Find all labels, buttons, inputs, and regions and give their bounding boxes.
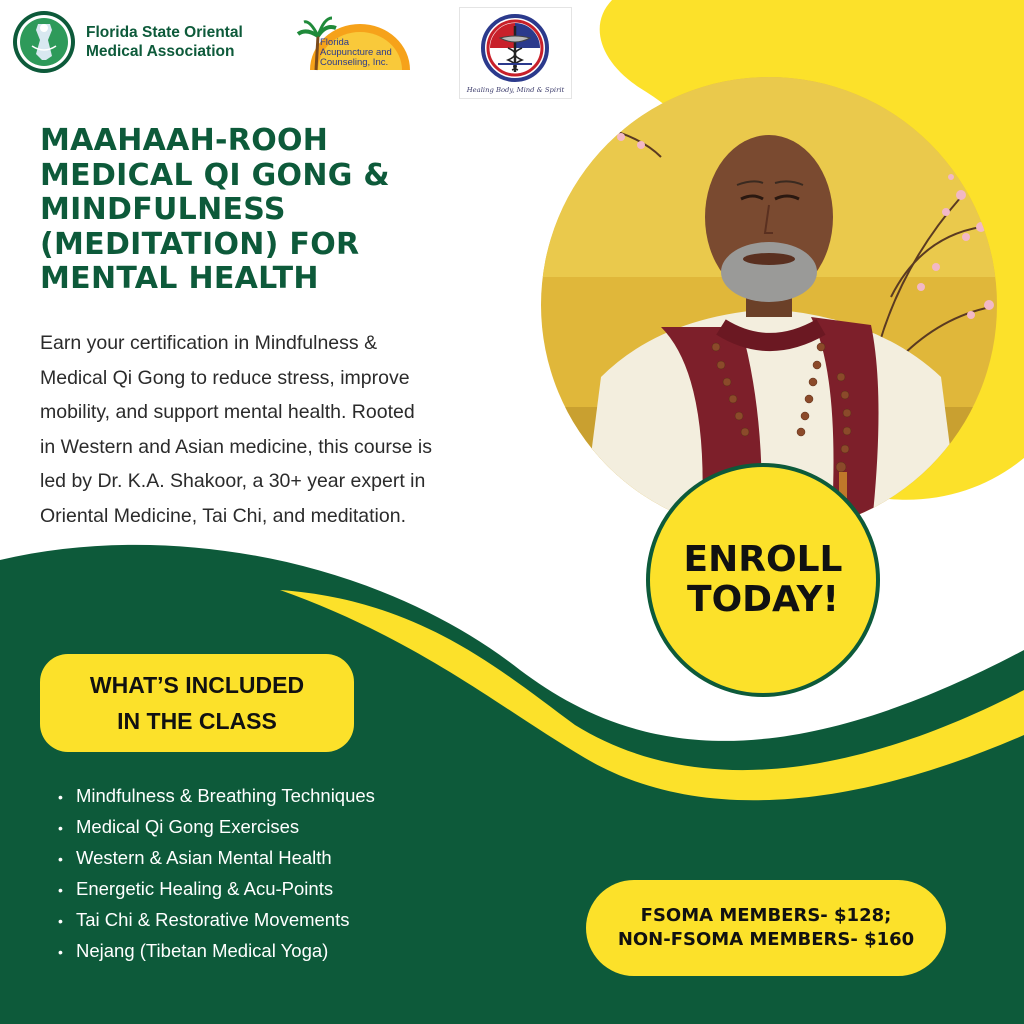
facc-name-line2: Acupuncture and <box>320 47 392 58</box>
bullet-icon: • <box>58 820 63 836</box>
included-list <box>58 780 375 966</box>
title-line: MAAHAAH-ROOH <box>40 123 329 158</box>
title-line: MINDFULNESS <box>40 192 286 227</box>
included-heading-line2: IN THE CLASS <box>117 708 277 734</box>
list-item-label: Energetic Healing & Acu-Points <box>76 878 334 899</box>
description-line: Medical Qi Gong to reduce stress, improve <box>40 366 410 389</box>
healing-tagline: Healing Body, Mind & Spirit <box>466 86 565 94</box>
list-item <box>58 935 375 966</box>
description-line: led by Dr. K.A. Shakoor, a 30+ year expert in <box>40 470 426 492</box>
title-line: (MEDITATION) FOR <box>40 226 360 262</box>
fsoma-name-line1: Florida State Oriental <box>86 24 243 41</box>
caduceus-emblem-icon <box>460 8 571 86</box>
bullet-icon: • <box>58 882 63 898</box>
price-non-members: NON-FSOMA MEMBERS- $160 <box>617 929 915 950</box>
list-item <box>58 780 375 811</box>
list-item <box>58 811 375 842</box>
facc-name <box>320 38 392 68</box>
pricing-badge[interactable] <box>586 880 946 976</box>
description-line: Oriental Medicine, Tai Chi, and meditation. <box>40 504 406 527</box>
list-item-label: Nejang (Tibetan Medical Yoga) <box>76 940 329 961</box>
list-item-label: Medical Qi Gong Exercises <box>76 816 300 837</box>
description-line: mobility, and support mental health. Rooted <box>40 401 415 423</box>
enroll-line1: ENROLL <box>683 539 843 580</box>
page-title <box>40 124 500 297</box>
list-item <box>58 873 375 904</box>
price-members: FSOMA MEMBERS- $128; <box>640 905 892 926</box>
description-line: in Western and Asian medicine, this course is <box>40 435 432 458</box>
list-item-label: Mindfulness & Breathing Techniques <box>76 785 375 806</box>
list-item <box>58 842 375 873</box>
enroll-line2: TODAY! <box>687 579 839 620</box>
healing-logo[interactable] <box>459 7 572 99</box>
bullet-icon: • <box>58 851 63 867</box>
bullet-icon: • <box>58 944 63 960</box>
included-heading <box>40 654 354 752</box>
course-description <box>40 326 510 533</box>
fsoma-name-line2: Medical Association <box>86 43 235 60</box>
fsoma-logo[interactable] <box>12 8 282 76</box>
list-item-label: Western & Asian Mental Health <box>76 847 332 868</box>
enroll-button[interactable] <box>646 463 880 697</box>
bullet-icon: • <box>58 789 63 805</box>
bullet-icon: • <box>58 913 63 929</box>
list-item-label: Tai Chi & Restorative Movements <box>76 909 350 930</box>
description-line: Earn your certification in Mindfulness & <box>40 332 378 354</box>
fsoma-name <box>86 23 243 61</box>
title-line: MENTAL HEALTH <box>40 261 319 296</box>
list-item <box>58 904 375 935</box>
medical-association-seal-icon <box>12 10 76 74</box>
facc-name-line3: Counseling, Inc. <box>320 57 389 68</box>
included-heading-line1: WHAT’S INCLUDED <box>89 672 305 698</box>
facc-name-line1: Florida <box>320 37 350 48</box>
title-line: MEDICAL QI GONG & <box>40 157 390 193</box>
facc-logo[interactable] <box>296 14 416 74</box>
